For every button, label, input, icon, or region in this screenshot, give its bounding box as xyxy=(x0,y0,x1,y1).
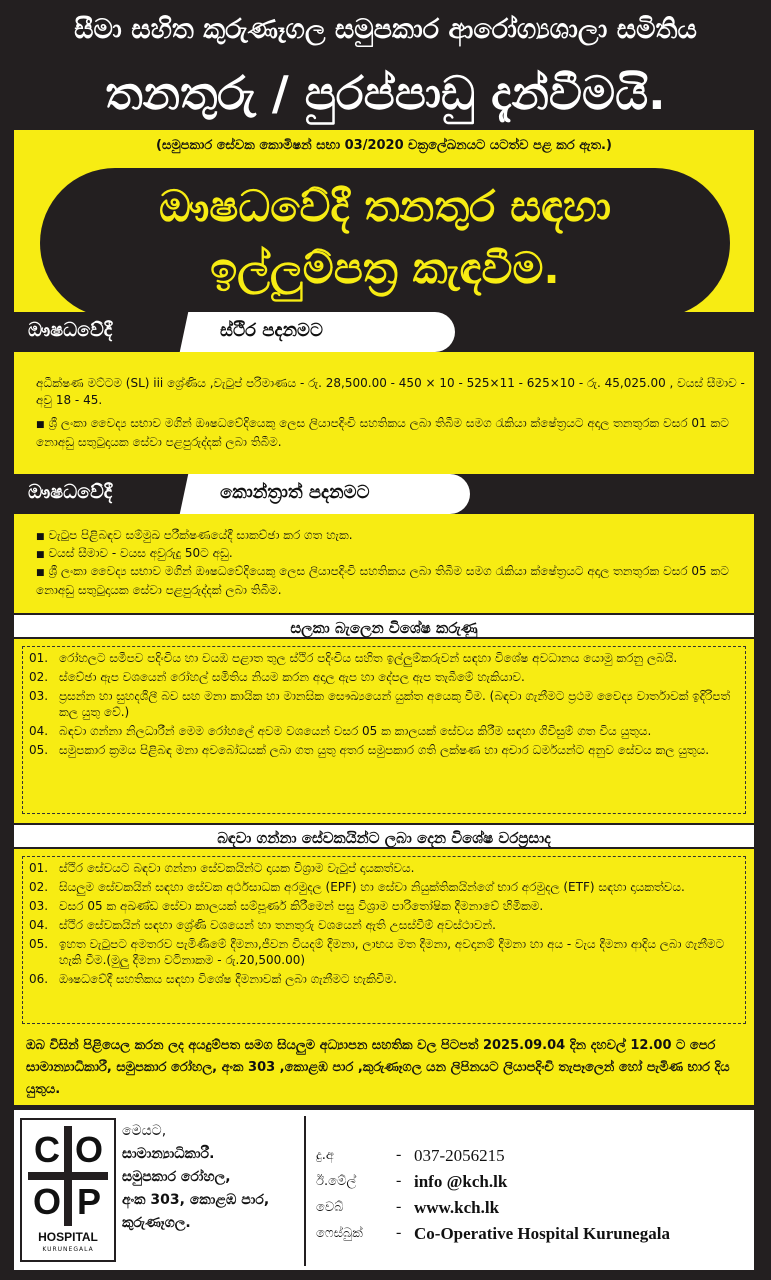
logo-letter: O xyxy=(32,1181,61,1222)
coop-hospital-logo xyxy=(20,1118,116,1262)
logo-grid xyxy=(28,1126,108,1226)
contact-website xyxy=(314,1198,754,1224)
special-factors-heading: සලකා බැලෙන විශේෂ කරුණු xyxy=(14,613,754,639)
privileges-list xyxy=(22,856,746,1024)
logo-letter: C xyxy=(34,1129,60,1170)
logo-letter: P xyxy=(76,1181,101,1222)
permanent-role-label: ඖෂධවේදී xyxy=(28,319,113,341)
headline-line-2: ඉල්ලුම්පත්‍ර කැඳවීම. xyxy=(210,244,560,294)
list-item xyxy=(23,971,745,987)
item-text: බඳවා ගන්නා නිලධාරීන් මෙම රෝහලේ අවම වශයෙන් වසර 05 ක කාලයක් සේවය කිරීම සඳහා ගිවිසුම් ගත විය යුතුය. xyxy=(59,724,652,738)
item-text: ස්ථිර සේවයට බඳවා ගන්නා සේවකයින්ට දායක විශ්‍රාම වැටුප් දායකත්වය. xyxy=(59,861,415,875)
phone-number: 037-2056215 xyxy=(414,1146,505,1165)
item-number: 02. xyxy=(29,670,49,684)
headline-banner xyxy=(40,168,730,318)
permanent-requirement: ■ ශ්‍රී ලංකා වෛද්‍ය සභාව මගින් ඖෂධවේදියෙකු ලෙස ලියාපදිංචි සහතිකය ලබා තිබීම සමග රැකියා ක්ෂේත්‍රයට අදාල තනතුරක වසර 01 කට නොඅඩු සතුටුදායක සේවා පළපුරුද්දක් ලබා තිබීම. xyxy=(36,415,746,451)
item-text: සමුපකාර ක්‍රමය පිළිබඳ මනා අවබෝධයක් ලබා ගත යුතු අතර සමුපකාර ගති ලක්ෂණ හා අචාර ධර්මයන්ට අනුව සේවය කල යුතුය. xyxy=(59,743,710,757)
item-number: 02. xyxy=(29,880,49,894)
application-instructions: ඔබ විසින් පිළියෙල කරන ලද අයදුම්පත සමග සියලුම අධ්‍යාපන සහතික වල පිටපත් 2025.09.04 දින දහවල් 12.00 ට පෙර සාමාන්‍යාධිකාරී, සමුපකාර රෝහල, අංක 303 ,කොළඹ පාර ,කුරුණෑගල යන ලිපිනයට ලියාපදිංචි තැපෑලෙන් හෝ පැමිණ භාර දිය යුතුය. xyxy=(26,1038,730,1097)
item-text: වසර 05 ක අඛණ්ඩ සේවා කාලයක් සම්පූර්ණ කිරීමෙන් පසු විශ්‍රාම පාරිතෝෂික දීමනාවේ හිමිකම. xyxy=(59,899,544,913)
item-text: ඉහත වැටුපට අමතරව පැමිණීමේ දීමනා,ජීවන වියදම් දීමනා, ලාභය මත දීමනා, අවදානම් දීමනා හා අය - වැය දීමනා ආදිය ලබා ගැනීමට හැකි වීම.(මුලු දීමනා වටිනාකම - රු.20,500.00) xyxy=(59,937,725,967)
list-item xyxy=(23,917,745,933)
contact-dash: - xyxy=(396,1172,402,1189)
contact-dash: - xyxy=(396,1198,402,1215)
item-text: ස්වේඡා ඇප වශයෙන් රෝහල් සමිතිය නියම කරන අදාල ඇප හා දේපල ඇප තැබීමේ හැකියාව. xyxy=(59,670,525,684)
logo-letter: O xyxy=(74,1129,103,1170)
permanent-tag-label: ස්ථිර පදනමට xyxy=(220,320,323,341)
logo-subcaption: KURUNEGALA xyxy=(42,1246,94,1253)
logo-caption: HOSPITAL xyxy=(38,1230,98,1244)
footer-divider xyxy=(304,1116,306,1266)
contract-requirement: ■ වයස් සීමාව - වයස අවුරුදු 50ට අඩු. xyxy=(36,545,746,564)
item-number: 05. xyxy=(29,743,49,757)
contact-key: ඊ.මේල් xyxy=(316,1174,357,1189)
list-item xyxy=(23,688,745,720)
contact-key: ෆෙස්බුක් xyxy=(316,1226,363,1241)
list-item xyxy=(23,898,745,914)
contact-facebook xyxy=(314,1224,754,1250)
special-factors-list xyxy=(22,646,746,814)
contract-tag xyxy=(200,474,470,514)
page-title: තනතුරු / පුරප්පාඩු දැන්වීමයි. xyxy=(105,66,666,120)
contact-key: වෙබ් xyxy=(316,1200,344,1215)
item-text: ඖෂධවේදී සහතිකය සඳහා විශේෂ දීමනාවක් ලබා ගැනීමට හැකිවීම. xyxy=(59,972,397,986)
item-number: 01. xyxy=(29,651,49,665)
content-panel xyxy=(14,130,754,1105)
contract-role-label: ඖෂධවේදී xyxy=(28,481,113,503)
website-url: www.kch.lk xyxy=(414,1198,500,1217)
circular-note: (සමුපකාර සේවක කොමිෂන් සභා 03/2020 චක්‍රලේඛනයට යටත්ව පළ කර ඇත.) xyxy=(156,138,612,153)
list-item xyxy=(23,860,745,876)
list-item xyxy=(23,650,745,666)
contract-requirement: ■ ශ්‍රී ලංකා වෛද්‍ය සභාව මගින් ඖෂධවේදියෙකු ලෙස ලියාපදිංචි සහතිකය ලබා තිබීම සමග රැකියා ක්ෂේත්‍රයට අදාල තනතුරක වසර 05 කට නොඅඩු සතුටුදායක සේවා පළපුරුද්දක් ලබා තිබීම. xyxy=(36,563,746,599)
contract-tag-label: කොන්ත්‍රාත් පදනමට xyxy=(220,482,370,503)
email-address: info @kch.lk xyxy=(414,1172,508,1191)
list-item xyxy=(23,723,745,739)
contact-phone xyxy=(314,1146,754,1172)
address-line: කුරුණෑගල. xyxy=(122,1215,191,1231)
address-to: මෙයට, xyxy=(122,1123,167,1139)
permanent-tag xyxy=(200,312,455,352)
privileges-heading: බඳවා ගන්නා සේවකයින්ට ලබා දෙන විශේෂ වරප්‍රසාද xyxy=(14,823,754,849)
item-number: 05. xyxy=(29,937,49,951)
item-number: 03. xyxy=(29,899,49,913)
item-number: 04. xyxy=(29,724,49,738)
item-text: ස්ථිර සේවකයින් සඳහා ශ්‍රේණි වශයෙන් හා තනතුරු වශයෙන් ඇති උසස්වීම් අවස්ථාවන්. xyxy=(59,918,496,932)
item-number: 03. xyxy=(29,689,49,703)
headline-line-1: ඖෂධවේදී තනතුර සඳහා xyxy=(158,182,612,232)
list-item xyxy=(23,879,745,895)
item-number: 01. xyxy=(29,861,49,875)
permanent-salary: අධීක්ෂණ මට්ටම (SL) iii ශ්‍රේණිය ,වැටුප් පරිමාණය - රු. 28,500.00 - 450 × 10 - 525×11 - 625×10 - රු. 45,025.00 , වයස් සීමාව - අවු 18 - 45. xyxy=(36,376,745,407)
footer xyxy=(14,1110,754,1270)
facebook-page: Co-Operative Hospital Kurunegala xyxy=(414,1224,670,1243)
item-number: 04. xyxy=(29,918,49,932)
contract-position-bar xyxy=(14,474,754,514)
address-line: සමුපකාර රෝහල, xyxy=(122,1169,231,1185)
item-text: රෝහලට සමීපව පදිංචිය හා වයඹ පළාත තුල ස්ථිර පදිංචිය සහිත ඉල්ලුම්කරුවන් සඳහා විශේෂ අවධානය යොමු කරනු ලබයි. xyxy=(59,651,678,665)
list-item xyxy=(23,742,745,758)
item-text: සියලුම සේවකයින් සඳහා සේවක අර්ථසාධක අරමුදල (EPF) හා සේවා නියුක්තිකයින්ගේ භාර අරමුදල (ETF) සඳහා දායකත්වය. xyxy=(59,880,685,894)
permanent-position-bar xyxy=(14,312,754,352)
address-line: අංක 303, කොළඹ පාර, xyxy=(122,1192,270,1208)
list-item xyxy=(23,936,745,968)
address-line: සාමාන්‍යාධිකාරී. xyxy=(122,1146,215,1162)
contact-email xyxy=(314,1172,754,1198)
contract-requirement: ■ වැටුප පිළිබඳව සම්මුඛ පරීක්ෂණයේදී සාකච්ඡා කර ගත හැක. xyxy=(36,527,746,546)
logo-cross-horizontal xyxy=(28,1172,108,1180)
item-text: ප්‍රසන්න හා සුහදශීලී බව සහ මනා කායික හා මානසික සෞඛ්‍යයෙන් යුක්ත අයෙකු වීම. (බඳවා ගැනීමට ප්‍රථම වෛද්‍ය වාර්තාවක් ඉදිරිපත් කල යුතු වේ.) xyxy=(59,689,731,719)
organization-name: සීමා සහිත කුරුණෑගල සමුපකාර ආරෝග්‍යශාලා සමිතිය xyxy=(74,14,697,45)
postal-address xyxy=(122,1120,312,1235)
contact-dash: - xyxy=(396,1146,402,1163)
contact-dash: - xyxy=(396,1224,402,1241)
item-number: 06. xyxy=(29,972,49,986)
list-item xyxy=(23,669,745,685)
contact-key: දු.අ xyxy=(316,1148,334,1163)
